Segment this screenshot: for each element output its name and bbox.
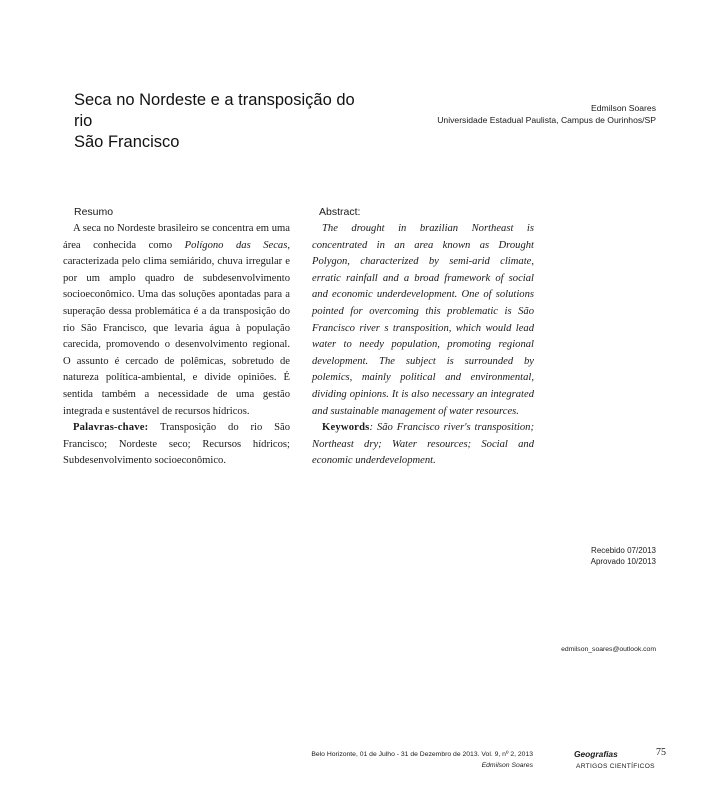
title-line-1: Seca no Nordeste e a transposição do rio [74, 91, 355, 130]
resumo-keywords [63, 420, 290, 470]
abstract-heading: Abstract: [319, 206, 361, 218]
resumo-text-a: A seca no Nordeste brasileiro se concentra em uma área conhecida como [63, 223, 290, 251]
resumo-keywords-label: Palavras-chave: [73, 422, 149, 434]
footer-citation [311, 749, 533, 771]
author-email[interactable]: edmilson_soares@outlook.com [561, 646, 656, 653]
resumo-text-emphasis: Polígono das Secas [184, 239, 288, 251]
abstract-body [312, 221, 534, 470]
title-line-2: São Francisco [74, 133, 180, 151]
section-name: ARTIGOS CIENTÍFICOS [576, 763, 655, 770]
approved-date: Aprovado 10/2013 [590, 557, 656, 566]
citation-author: Edmilson Soares [481, 762, 533, 769]
abstract-keywords-label: Keywords [322, 422, 370, 434]
resumo-heading: Resumo [74, 206, 114, 218]
resumo-text-b: , caracterizada pelo clima semiárido, chuva irregular e por um amplo quadro de subdesenvolvimento socioeconômico. Uma das soluções apontadas para a superação dessa problemática é a da transposição do rio São Francisco, que levaria água à população carecida, promovendo o desenvolvimento regional. O assunto é cercado de polêmicas, sobretudo de natureza política-ambiental, e divide opiniões. É sentida também a necessidade de uma gestão integrada e sustentável de recursos hídricos. [63, 239, 290, 417]
journal-name: Geografias [574, 749, 618, 759]
page-number: 75 [656, 747, 666, 758]
abstract-keywords [312, 420, 534, 470]
abstract-keywords-text: : São Francisco river's transposition; Northeast dry; Water resources; Social and economic underdevelopment. [312, 422, 534, 467]
citation-line: Belo Horizonte, 01 de Julho - 31 de Dezembro de 2013. Vol. 9, nº 2, 2013 [311, 751, 533, 758]
resumo-keywords-text: Transposição do rio São Francisco; Nordeste seco; Recursos hídricos; Subdesenvolvimento socioeconômico. [63, 422, 290, 467]
resumo-body [63, 221, 290, 470]
abstract-paragraph: The drought in brazilian Northeast is concentrated in an area known as Drought Polygon, characterized by semi-arid climate, erratic rainfall and a broad framework of social and economic underdevelopment. One of solutions pointed for overcoming this problematic is São Francisco river s transposition, which would lead water to needy population, promoting regional development. The subject is surrounded by polemics, mainly political and environmental, dividing opinions. It is also necessary an integrated and sustainable management of water resources. [312, 223, 534, 417]
resumo-paragraph [63, 221, 290, 420]
dates-block [591, 545, 656, 567]
received-date: Recebido 07/2013 [591, 546, 656, 555]
author-block [437, 102, 656, 126]
article-title [74, 90, 374, 153]
author-name: Edmilson Soares [591, 103, 656, 113]
author-affiliation: Universidade Estadual Paulista, Campus de Ourinhos/SP [437, 115, 656, 125]
